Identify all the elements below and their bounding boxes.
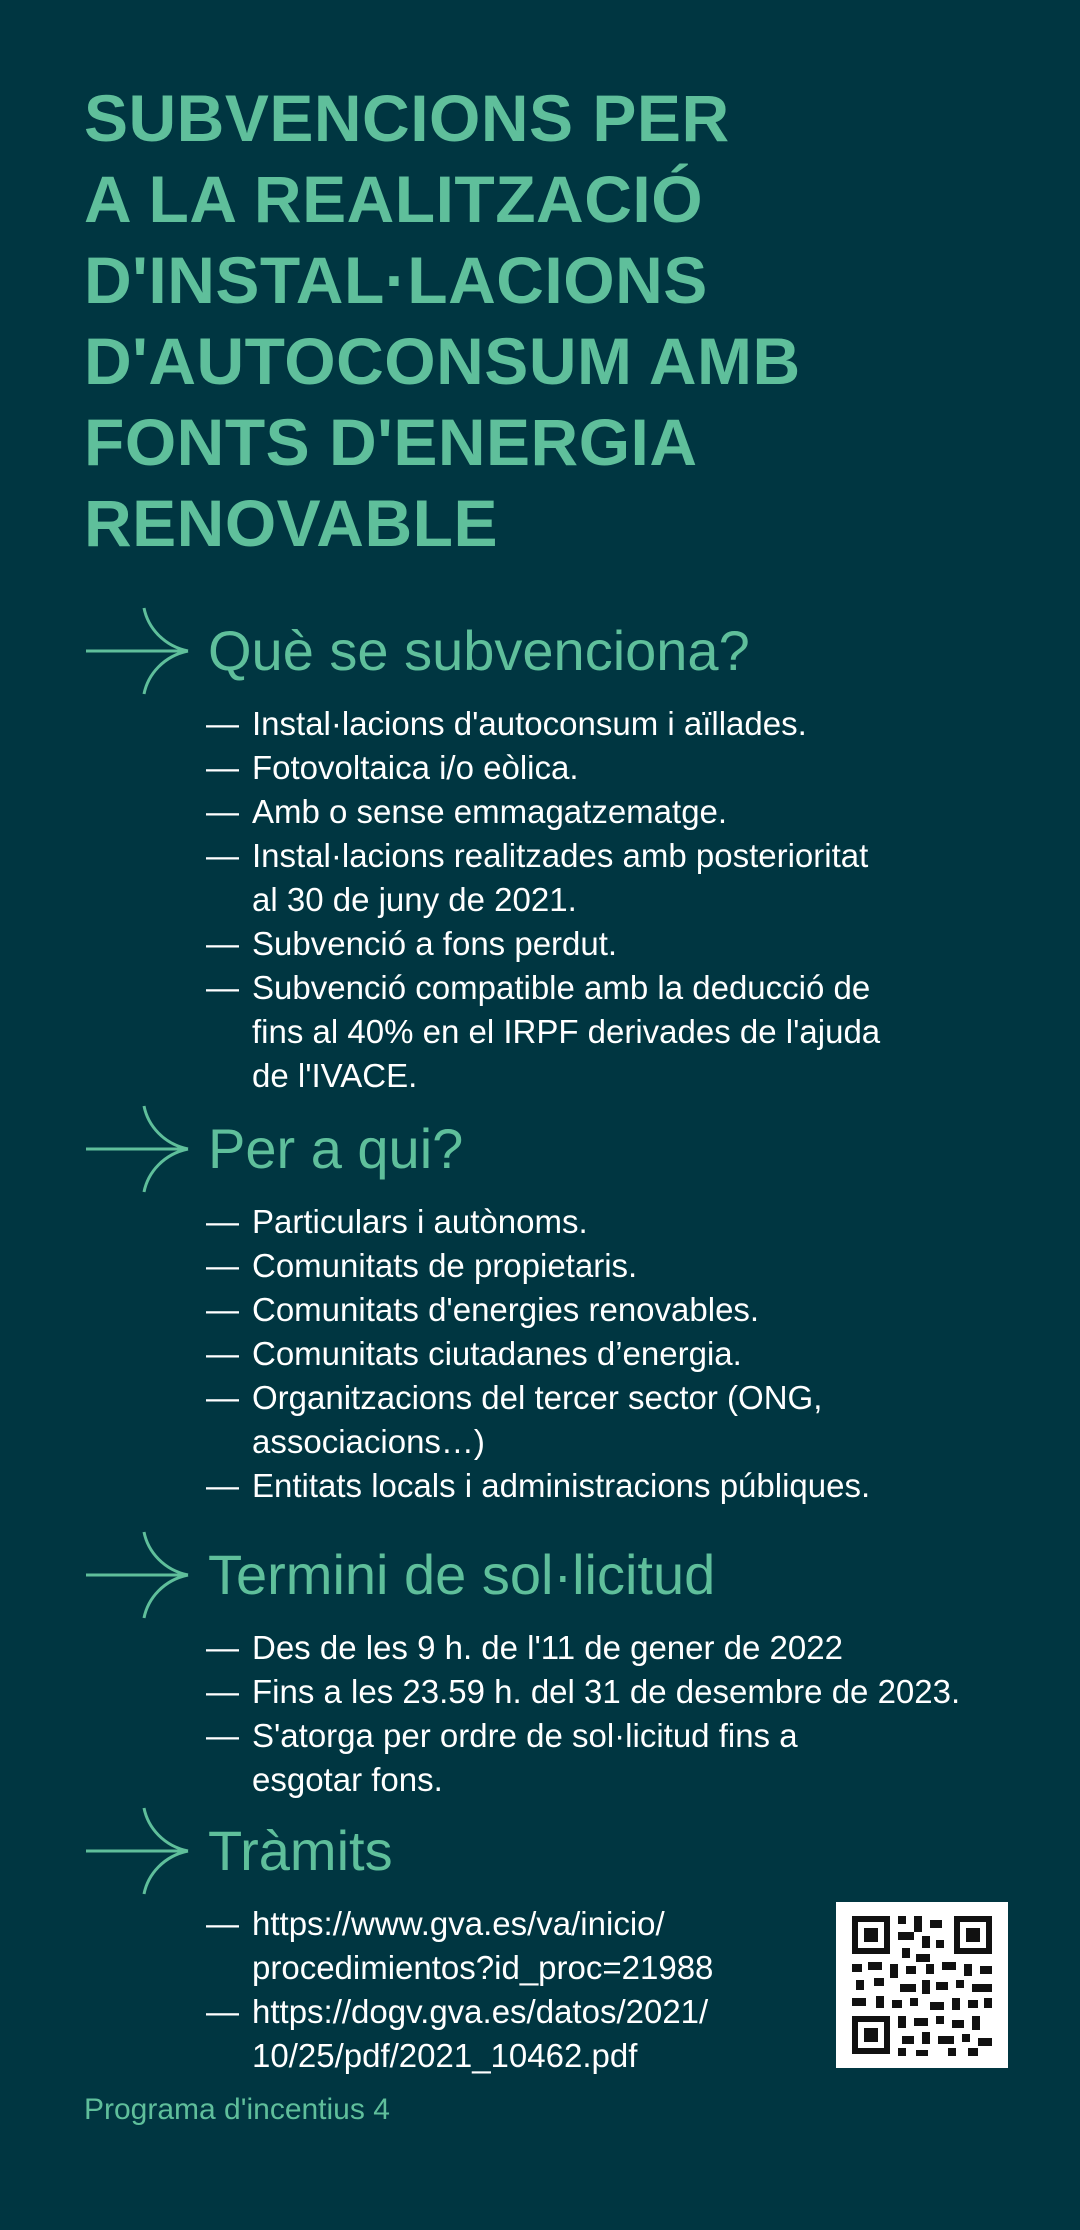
list-item: — Comunitats ciutadanes d’energia. xyxy=(206,1335,742,1372)
list-item: — Subvenció a fons perdut. xyxy=(206,925,618,962)
list-item: — Instal·lacions realitzades amb posterioritat al 30 de juny de 2021. xyxy=(206,837,869,918)
list-item: — Des de les 9 h. de l'11 de gener de 2022 xyxy=(206,1629,843,1666)
qr-code xyxy=(836,1902,1008,2068)
section-heading: Per a qui? xyxy=(208,1117,464,1180)
section-heading: Termini de sol·licitud xyxy=(208,1543,716,1606)
section-list xyxy=(206,1626,1056,1802)
list-item: — Fins a les 23.59 h. del 31 de desembre de 2023. xyxy=(206,1673,961,1710)
list-item: — Subvenció compatible amb la deducció de fins al 40% en el IRPF derivades de l'ajuda de l'IVACE. xyxy=(206,969,881,1094)
link-item[interactable]: — https://dogv.gva.es/datos/2021/ 10/25/pdf/2021_10462.pdf xyxy=(206,1993,709,2074)
list-item: — Particulars i autònoms. xyxy=(206,1203,588,1240)
list-item: — Fotovoltaica i/o eòlica. xyxy=(206,749,579,786)
title-line: D'AUTOCONSUM AMB xyxy=(84,324,801,398)
arrow-right-icon xyxy=(84,1530,192,1620)
list-item: — Organitzacions del tercer sector (ONG, associacions…) xyxy=(206,1379,823,1460)
page-title xyxy=(84,78,1044,564)
list-item: — Entitats locals i administracions públiques. xyxy=(206,1467,871,1504)
title-line: RENOVABLE xyxy=(84,486,498,560)
footer-label: Programa d'incentius 4 xyxy=(84,2093,390,2126)
arrow-right-icon xyxy=(84,1806,192,1896)
title-line: A LA REALITZACIÓ xyxy=(84,162,704,236)
arrow-right-icon xyxy=(84,1104,192,1194)
list-item: — Amb o sense emmagatzematge. xyxy=(206,793,728,830)
title-line: D'INSTAL·LACIONS xyxy=(84,243,708,317)
list-item: — Comunitats de propietaris. xyxy=(206,1247,638,1284)
title-line: FONTS D'ENERGIA xyxy=(84,405,698,479)
list-item: — Comunitats d'energies renovables. xyxy=(206,1291,760,1328)
section-heading: Tràmits xyxy=(208,1819,393,1882)
section-list xyxy=(206,1200,1056,1508)
arrow-right-icon xyxy=(84,606,192,696)
list-item: — Instal·lacions d'autoconsum i aïllades. xyxy=(206,705,807,742)
title-line: SUBVENCIONS PER xyxy=(84,81,730,155)
section-heading: Què se subvenciona? xyxy=(208,619,750,682)
link-item[interactable]: — https://www.gva.es/va/inicio/ procedimientos?id_proc=21988 xyxy=(206,1905,714,1986)
section-list xyxy=(206,702,1056,1098)
qr-code-icon xyxy=(836,1902,1008,2068)
list-item: — S'atorga per ordre de sol·licitud fins a esgotar fons. xyxy=(206,1717,798,1798)
